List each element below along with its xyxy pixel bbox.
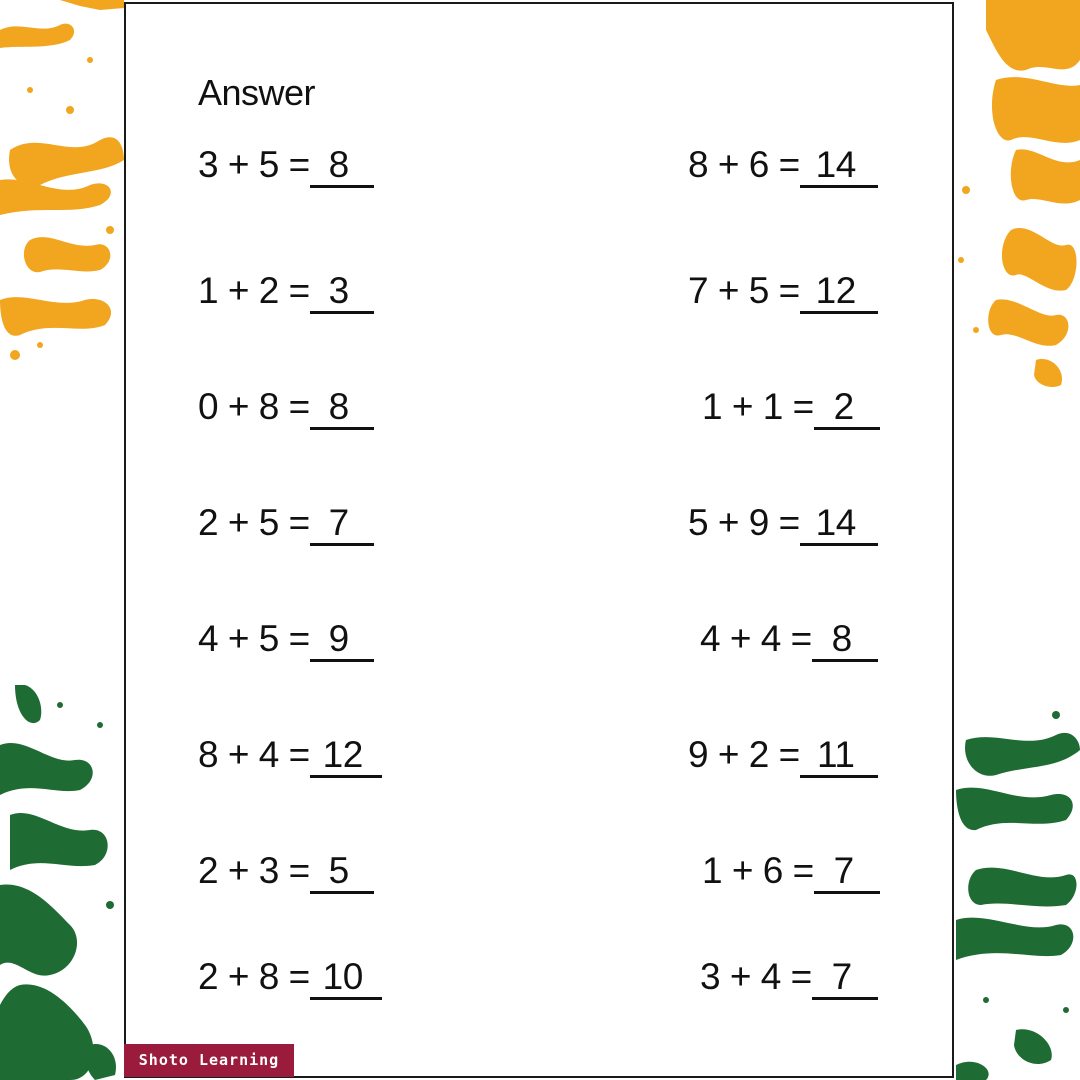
equation: 7 + 5 = [688, 270, 800, 311]
problem-right-7 [702, 850, 880, 894]
answer-blank: 3 [310, 271, 374, 314]
problem-left-7 [198, 850, 374, 894]
equation: 8 + 4 = [198, 734, 310, 775]
equation: 0 + 8 = [198, 386, 310, 427]
problem-right-5 [700, 618, 878, 662]
answer-blank: 10 [310, 957, 382, 1000]
equation: 4 + 4 = [700, 618, 812, 659]
answer-blank: 8 [310, 387, 374, 430]
problem-left-6 [198, 734, 382, 778]
green-splatter-bottom-left [0, 685, 124, 1080]
equation: 1 + 1 = [702, 386, 814, 427]
problem-left-4 [198, 502, 374, 546]
orange-splatter-top-right [956, 0, 1080, 390]
answer-blank: 14 [800, 503, 878, 546]
answer-blank: 5 [310, 851, 374, 894]
equation: 1 + 2 = [198, 270, 310, 311]
equation: 8 + 6 = [688, 144, 800, 185]
problem-left-5 [198, 618, 374, 662]
answer-blank: 14 [800, 145, 878, 188]
answer-blank: 9 [310, 619, 374, 662]
answer-blank: 8 [310, 145, 374, 188]
equation: 4 + 5 = [198, 618, 310, 659]
problem-right-8 [700, 956, 878, 1000]
worksheet-heading: Answer [198, 72, 316, 113]
problem-right-4 [688, 502, 878, 546]
answer-blank: 8 [812, 619, 878, 662]
equation: 2 + 8 = [198, 956, 310, 997]
worksheet-page [124, 2, 954, 1078]
problem-left-2 [198, 270, 374, 314]
answer-blank: 2 [814, 387, 880, 430]
answer-blank: 7 [310, 503, 374, 546]
answer-blank: 12 [310, 735, 382, 778]
answer-blank: 12 [800, 271, 878, 314]
problem-left-3 [198, 386, 374, 430]
problem-right-2 [688, 270, 878, 314]
answer-blank: 7 [812, 957, 878, 1000]
answer-blank: 11 [800, 735, 878, 778]
problem-right-1 [688, 144, 878, 188]
problem-right-6 [688, 734, 878, 778]
green-splatter-bottom-right [956, 710, 1080, 1080]
equation: 3 + 5 = [198, 144, 310, 185]
orange-splatter-top-left [0, 0, 124, 380]
problem-left-1 [198, 144, 374, 188]
brand-badge: Shoto Learning [124, 1044, 294, 1077]
equation: 2 + 3 = [198, 850, 310, 891]
problem-left-8 [198, 956, 382, 1000]
equation: 1 + 6 = [702, 850, 814, 891]
answer-blank: 7 [814, 851, 880, 894]
equation: 5 + 9 = [688, 502, 800, 543]
problem-right-3 [702, 386, 880, 430]
equation: 2 + 5 = [198, 502, 310, 543]
equation: 3 + 4 = [700, 956, 812, 997]
equation: 9 + 2 = [688, 734, 800, 775]
